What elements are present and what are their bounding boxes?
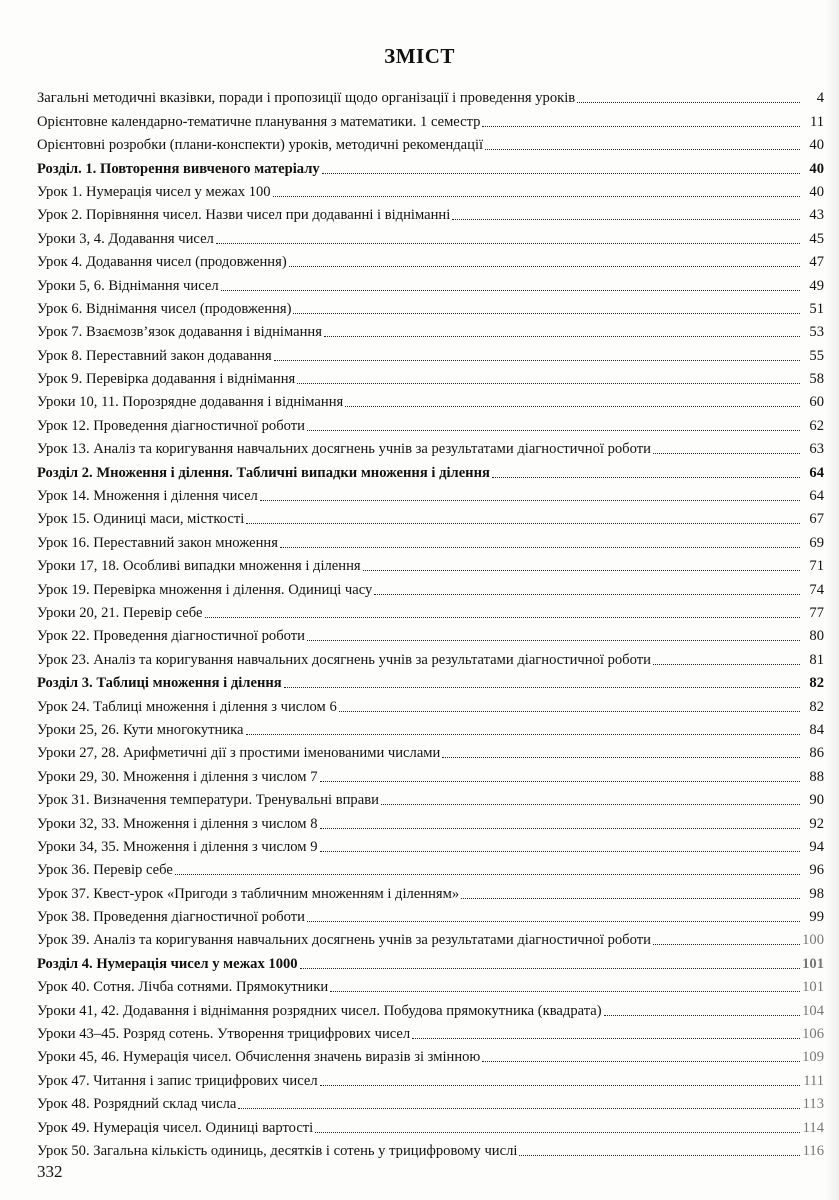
dot-leader <box>284 686 800 688</box>
toc-entry-row <box>37 271 824 294</box>
toc-entry-page: 109 <box>802 1049 824 1066</box>
toc-entry-page: 101 <box>802 955 824 972</box>
dot-leader <box>485 148 800 150</box>
toc-entry-title: Розділ 3. Таблиці множення і ділення <box>37 675 282 692</box>
toc-entry-page: 63 <box>809 441 824 458</box>
dot-leader <box>324 335 800 337</box>
toc-entry-title: Урок 22. Проведення діагностичної роботи <box>37 628 305 645</box>
toc-section-row <box>37 458 824 481</box>
toc-entry-page: 45 <box>809 230 824 247</box>
dot-leader <box>339 710 800 712</box>
toc-entry-page: 114 <box>802 1119 824 1136</box>
toc-section-row <box>37 154 824 177</box>
toc-entry-page: 86 <box>809 745 824 762</box>
toc-entry-title: Урок 39. Аналіз та коригування навчальних досягнень учнів за результатами діагностичної роботи <box>37 932 651 949</box>
dot-leader <box>221 289 800 291</box>
toc-entry-row <box>37 996 824 1019</box>
toc-entry-row <box>37 1137 824 1160</box>
toc-entry-title: Уроки 17, 18. Особливі випадки множення і ділення <box>37 558 361 575</box>
toc-entry-row <box>37 482 824 505</box>
toc-entry-title: Уроки 5, 6. Віднімання чисел <box>37 277 219 294</box>
toc-entry-row <box>37 341 824 364</box>
toc-entry-title: Урок 50. Загальна кількість одиниць, десятків і сотень у трицифровому числі <box>37 1142 518 1159</box>
toc-entry-page: 58 <box>809 371 824 388</box>
dot-leader <box>452 218 800 220</box>
toc-entry-page: 99 <box>809 909 824 926</box>
dot-leader <box>604 1014 800 1016</box>
toc-entry-title: Урок 24. Таблиці множення і ділення з числом 6 <box>37 698 337 715</box>
dot-leader <box>653 943 800 945</box>
toc-entry-row <box>37 833 824 856</box>
toc-entry-page: 51 <box>809 300 824 317</box>
toc-entry-title: Урок 13. Аналіз та коригування навчальних досягнень учнів за результатами діагностичної роботи <box>37 441 651 458</box>
toc-entry-row <box>37 926 824 949</box>
toc-section-row <box>37 669 824 692</box>
toc-entry-title: Загальні методичні вказівки, поради і пропозиції щодо організації і проведення уроків <box>37 90 576 107</box>
toc-entry-row <box>37 809 824 832</box>
dot-leader <box>280 546 800 548</box>
toc-entry-page: 40 <box>809 183 824 200</box>
toc-entry-page: 40 <box>809 137 824 154</box>
dot-leader <box>320 780 801 782</box>
toc-entry-row <box>37 622 824 645</box>
toc-entry-page: 94 <box>809 838 824 855</box>
dot-leader <box>300 967 800 969</box>
toc-entry-title: Урок 2. Порівняння чисел. Назви чисел при додаванні і відніманні <box>37 207 451 224</box>
toc-entry-row <box>37 973 824 996</box>
dot-leader <box>461 897 800 899</box>
toc-entry-row <box>37 435 824 458</box>
toc-entry-page: 53 <box>809 324 824 341</box>
toc-entry-title: Орієнтовні розробки (плани-конспекти) уроків, методичні рекомендації <box>37 137 484 154</box>
toc-entry-page: 74 <box>809 581 824 598</box>
dot-leader <box>442 756 800 758</box>
table-of-contents <box>37 84 824 1160</box>
dot-leader <box>322 172 800 174</box>
toc-entry-row <box>37 856 824 879</box>
toc-entry-title: Урок 19. Перевірка множення і ділення. Одиниці часу <box>37 581 373 598</box>
toc-entry-title: Урок 40. Сотня. Лічба сотнями. Прямокутники <box>37 979 329 996</box>
toc-entry-title: Розділ 2. Множення і ділення. Табличні випадки множення і ділення <box>37 464 490 481</box>
dot-leader <box>320 850 801 852</box>
toc-entry-row <box>37 84 824 107</box>
toc-entry-title: Урок 31. Визначення температури. Тренувальні вправи <box>37 792 379 809</box>
toc-entry-row <box>37 295 824 318</box>
toc-entry-row <box>37 365 824 388</box>
dot-leader <box>246 522 800 524</box>
toc-entry-row <box>37 411 824 434</box>
toc-entry-title: Урок 7. Взаємозв’язок додавання і віднімання <box>37 324 322 341</box>
toc-entry-page: 67 <box>809 511 824 528</box>
dot-leader <box>482 125 800 127</box>
toc-entry-page: 4 <box>816 90 824 107</box>
toc-entry-title: Урок 6. Віднімання чисел (продовження) <box>37 300 292 317</box>
dot-leader <box>274 359 800 361</box>
dot-leader <box>519 1154 800 1156</box>
toc-entry-page: 62 <box>809 417 824 434</box>
toc-entry-title: Урок 23. Аналіз та коригування навчальних досягнень учнів за результатами діагностичної роботи <box>37 651 651 668</box>
toc-entry-page: 84 <box>809 721 824 738</box>
dot-leader <box>374 593 800 595</box>
dot-leader <box>293 312 800 314</box>
toc-entry-title: Урок 14. Множення і ділення чисел <box>37 488 258 505</box>
dot-leader <box>315 1131 800 1133</box>
toc-entry-title: Орієнтовне календарно-тематичне планування з математики. 1 семестр <box>37 113 481 130</box>
page-number: 332 <box>37 1162 63 1181</box>
toc-entry-page: 40 <box>809 160 824 177</box>
toc-entry-page: 100 <box>802 932 824 949</box>
dot-leader <box>307 429 800 431</box>
toc-entry-title: Уроки 32, 33. Множення і ділення з числом 8 <box>37 815 318 832</box>
toc-entry-page: 55 <box>809 347 824 364</box>
toc-entry-row <box>37 786 824 809</box>
toc-entry-row <box>37 599 824 622</box>
toc-entry-row <box>37 739 824 762</box>
toc-entry-title: Урок 9. Перевірка додавання і віднімання <box>37 371 296 388</box>
toc-entry-title: Уроки 27, 28. Арифметичні дії з простими іменованими числами <box>37 745 441 762</box>
toc-entry-title: Урок 38. Проведення діагностичної роботи <box>37 909 305 926</box>
dot-leader <box>307 920 800 922</box>
dot-leader <box>492 476 800 478</box>
toc-entry-title: Урок 8. Переставний закон додавання <box>37 347 272 364</box>
toc-entry-row <box>37 1113 824 1136</box>
toc-entry-page: 64 <box>809 464 824 481</box>
toc-entry-row <box>37 552 824 575</box>
toc-entry-title: Урок 1. Нумерація чисел у межах 100 <box>37 183 271 200</box>
toc-entry-page: 47 <box>809 254 824 271</box>
dot-leader <box>320 827 801 829</box>
toc-entry-title: Урок 48. Розрядний склад числа <box>37 1096 237 1113</box>
toc-entry-page: 90 <box>809 792 824 809</box>
toc-entry-title: Урок 37. Квест-урок «Пригоди з табличним множенням і діленням» <box>37 885 460 902</box>
toc-entry-title: Уроки 29, 30. Множення і ділення з числом 7 <box>37 768 318 785</box>
toc-entry-title: Розділ 4. Нумерація чисел у межах 1000 <box>37 955 298 972</box>
toc-entry-row <box>37 388 824 411</box>
dot-leader <box>653 663 800 665</box>
toc-entry-page: 82 <box>809 675 824 692</box>
toc-entry-page: 116 <box>802 1142 824 1159</box>
dot-leader <box>577 101 800 103</box>
toc-entry-row <box>37 318 824 341</box>
toc-entry-title: Урок 49. Нумерація чисел. Одиниці вартості <box>37 1119 314 1136</box>
toc-entry-row <box>37 692 824 715</box>
toc-entry-page: 80 <box>809 628 824 645</box>
toc-entry-row <box>37 528 824 551</box>
toc-entry-row <box>37 107 824 130</box>
dot-leader <box>482 1060 800 1062</box>
toc-entry-row <box>37 505 824 528</box>
dot-leader <box>260 499 800 501</box>
toc-entry-title: Урок 15. Одиниці маси, місткості <box>37 511 245 528</box>
toc-entry-page: 96 <box>809 862 824 879</box>
toc-entry-row <box>37 248 824 271</box>
dot-leader <box>345 405 800 407</box>
dot-leader <box>320 1084 800 1086</box>
toc-entry-page: 60 <box>809 394 824 411</box>
toc-entry-row <box>37 716 824 739</box>
dot-leader <box>381 803 800 805</box>
toc-entry-page: 69 <box>809 534 824 551</box>
toc-entry-title: Урок 4. Додавання чисел (продовження) <box>37 254 287 271</box>
toc-entry-row <box>37 1020 824 1043</box>
toc-entry-page: 88 <box>809 768 824 785</box>
toc-entry-page: 113 <box>802 1096 824 1113</box>
toc-entry-title: Уроки 34, 35. Множення і ділення з числом 9 <box>37 838 318 855</box>
dot-leader <box>297 382 800 384</box>
toc-entry-title: Уроки 25, 26. Кути многокутника <box>37 721 244 738</box>
toc-entry-title: Урок 12. Проведення діагностичної роботи <box>37 417 305 434</box>
toc-entry-row <box>37 1043 824 1066</box>
toc-entry-page: 106 <box>802 1026 824 1043</box>
page-title: ЗМІСТ <box>384 44 455 68</box>
toc-entry-row <box>37 762 824 785</box>
dot-leader <box>653 452 800 454</box>
toc-entry-title: Уроки 3, 4. Додавання чисел <box>37 230 214 247</box>
toc-entry-title: Урок 47. Читання і запис трицифрових чисел <box>37 1072 318 1089</box>
toc-entry-page: 49 <box>809 277 824 294</box>
toc-entry-title: Уроки 45, 46. Нумерація чисел. Обчислення значень виразів зі змінною <box>37 1049 481 1066</box>
toc-entry-title: Уроки 41, 42. Додавання і віднімання розрядних чисел. Побудова прямокутника (квадрата) <box>37 1002 602 1019</box>
dot-leader <box>330 990 800 992</box>
dot-leader <box>273 195 800 197</box>
toc-entry-row <box>37 645 824 668</box>
dot-leader <box>205 616 801 618</box>
toc-entry-title: Уроки 10, 11. Порозрядне додавання і віднімання <box>37 394 344 411</box>
toc-entry-title: Уроки 20, 21. Перевір себе <box>37 604 203 621</box>
dot-leader <box>363 569 800 571</box>
toc-entry-page: 98 <box>809 885 824 902</box>
toc-entry-page: 77 <box>809 604 824 621</box>
dot-leader <box>307 639 800 641</box>
toc-entry-title: Розділ. 1. Повторення вивченого матеріалу <box>37 160 320 177</box>
page-edge-shadow <box>825 0 839 1200</box>
toc-entry-page: 101 <box>802 979 824 996</box>
toc-section-row <box>37 949 824 972</box>
toc-entry-row <box>37 879 824 902</box>
dot-leader <box>246 733 800 735</box>
toc-entry-title: Урок 36. Перевір себе <box>37 862 173 879</box>
toc-entry-page: 92 <box>809 815 824 832</box>
toc-entry-row <box>37 575 824 598</box>
toc-entry-row <box>37 131 824 154</box>
toc-entry-row <box>37 224 824 247</box>
toc-entry-row <box>37 1090 824 1113</box>
toc-entry-page: 43 <box>809 207 824 224</box>
toc-entry-page: 111 <box>803 1072 824 1089</box>
dot-leader <box>216 242 800 244</box>
toc-entry-title: Урок 16. Переставний закон множення <box>37 534 278 551</box>
dot-leader <box>412 1037 800 1039</box>
toc-entry-page: 71 <box>809 558 824 575</box>
toc-entry-page: 11 <box>809 113 824 130</box>
toc-entry-page: 64 <box>809 488 824 505</box>
toc-entry-row <box>37 178 824 201</box>
toc-entry-page: 81 <box>809 651 824 668</box>
toc-entry-row <box>37 903 824 926</box>
toc-entry-page: 104 <box>802 1002 824 1019</box>
dot-leader <box>289 265 800 267</box>
toc-entry-row <box>37 201 824 224</box>
toc-entry-title: Уроки 43–45. Розряд сотень. Утворення трицифрових чисел <box>37 1026 411 1043</box>
dot-leader <box>175 873 800 875</box>
dot-leader <box>238 1107 800 1109</box>
toc-entry-row <box>37 1066 824 1089</box>
toc-entry-page: 82 <box>809 698 824 715</box>
